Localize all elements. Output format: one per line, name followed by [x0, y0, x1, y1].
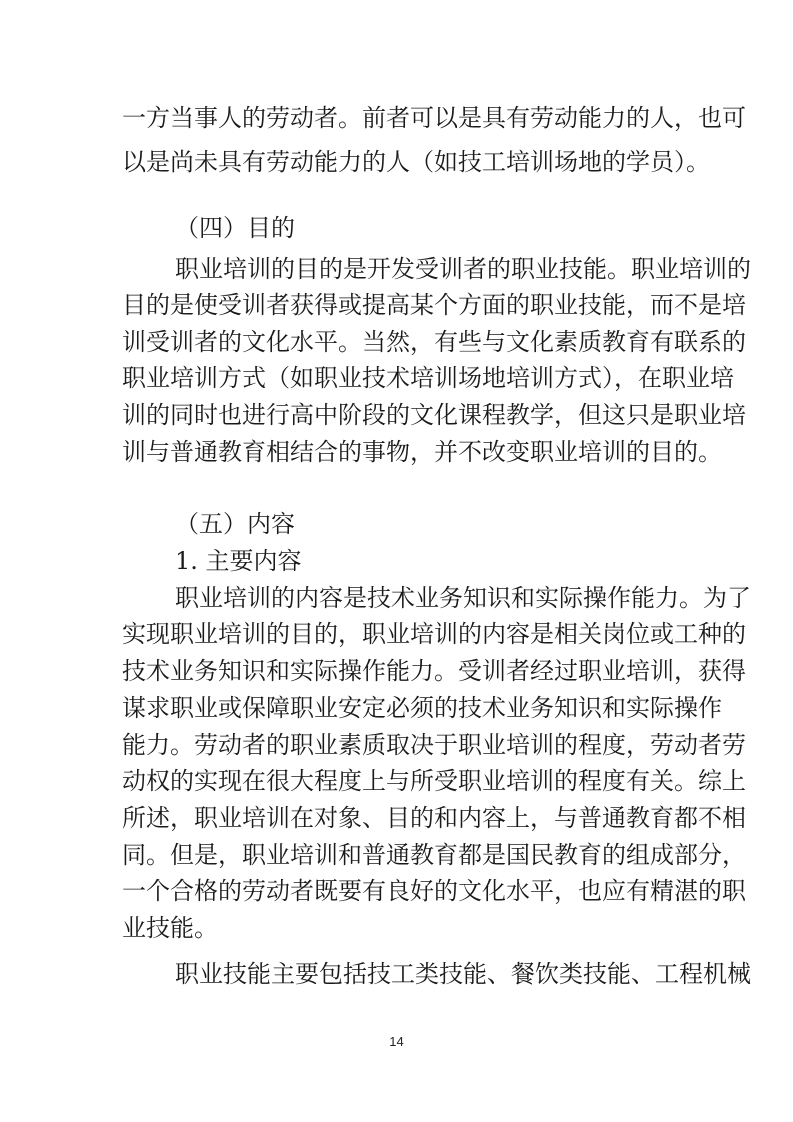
body-text-line: 实现职业培训的目的，职业培训的内容是相关岗位或工种的: [122, 620, 746, 648]
body-text-line: 训与普通教育相结合的事物，并不改变职业培训的目的。: [122, 438, 722, 466]
body-text-line: 训的同时也进行高中阶段的文化课程教学，但这只是职业培: [122, 401, 746, 429]
body-text-line: 谋求职业或保障职业安定必须的技术业务知识和实际操作: [122, 694, 722, 722]
body-text-line: 职业培训的内容是技术业务知识和实际操作能力。为了: [175, 584, 751, 612]
section-heading: （四）目的: [175, 214, 295, 242]
page-number: 14: [389, 1034, 404, 1049]
body-text-line: 职业技能主要包括技工类技能、餐饮类技能、工程机械: [175, 960, 751, 988]
section-heading: （五）内容: [175, 510, 295, 538]
body-text-line: 能力。劳动者的职业素质取决于职业培训的程度，劳动者劳: [122, 731, 746, 759]
body-text-line: 所述，职业培训在对象、目的和内容上，与普通教育都不相: [122, 804, 746, 832]
subsection-heading: 1. 主要内容: [175, 547, 302, 575]
body-text-line: 以是尚未具有劳动能力的人（如技工培训场地的学员）。: [122, 148, 710, 176]
body-text-line: 目的是使受训者获得或提高某个方面的职业技能，而不是培: [122, 291, 746, 319]
body-text-line: 职业培训方式（如职业技术培训场地培训方式），在职业培: [122, 364, 734, 392]
body-text-line: 一个合格的劳动者既要有良好的文化水平，也应有精湛的职: [122, 877, 746, 905]
body-text-line: 职业培训的目的是开发受训者的职业技能。职业培训的: [175, 255, 751, 283]
body-text-line: 一方当事人的劳动者。前者可以是具有劳动能力的人，也可: [122, 104, 746, 132]
body-text-line: 训受训者的文化水平。当然，有些与文化素质教育有联系的: [122, 328, 746, 356]
body-text-line: 技术业务知识和实际操作能力。受训者经过职业培训，获得: [122, 657, 746, 685]
body-text-line: 业技能。: [122, 914, 218, 942]
body-text-line: 动权的实现在很大程度上与所受职业培训的程度有关。综上: [122, 767, 746, 795]
body-text-line: 同。但是，职业培训和普通教育都是国民教育的组成部分，: [122, 841, 746, 869]
